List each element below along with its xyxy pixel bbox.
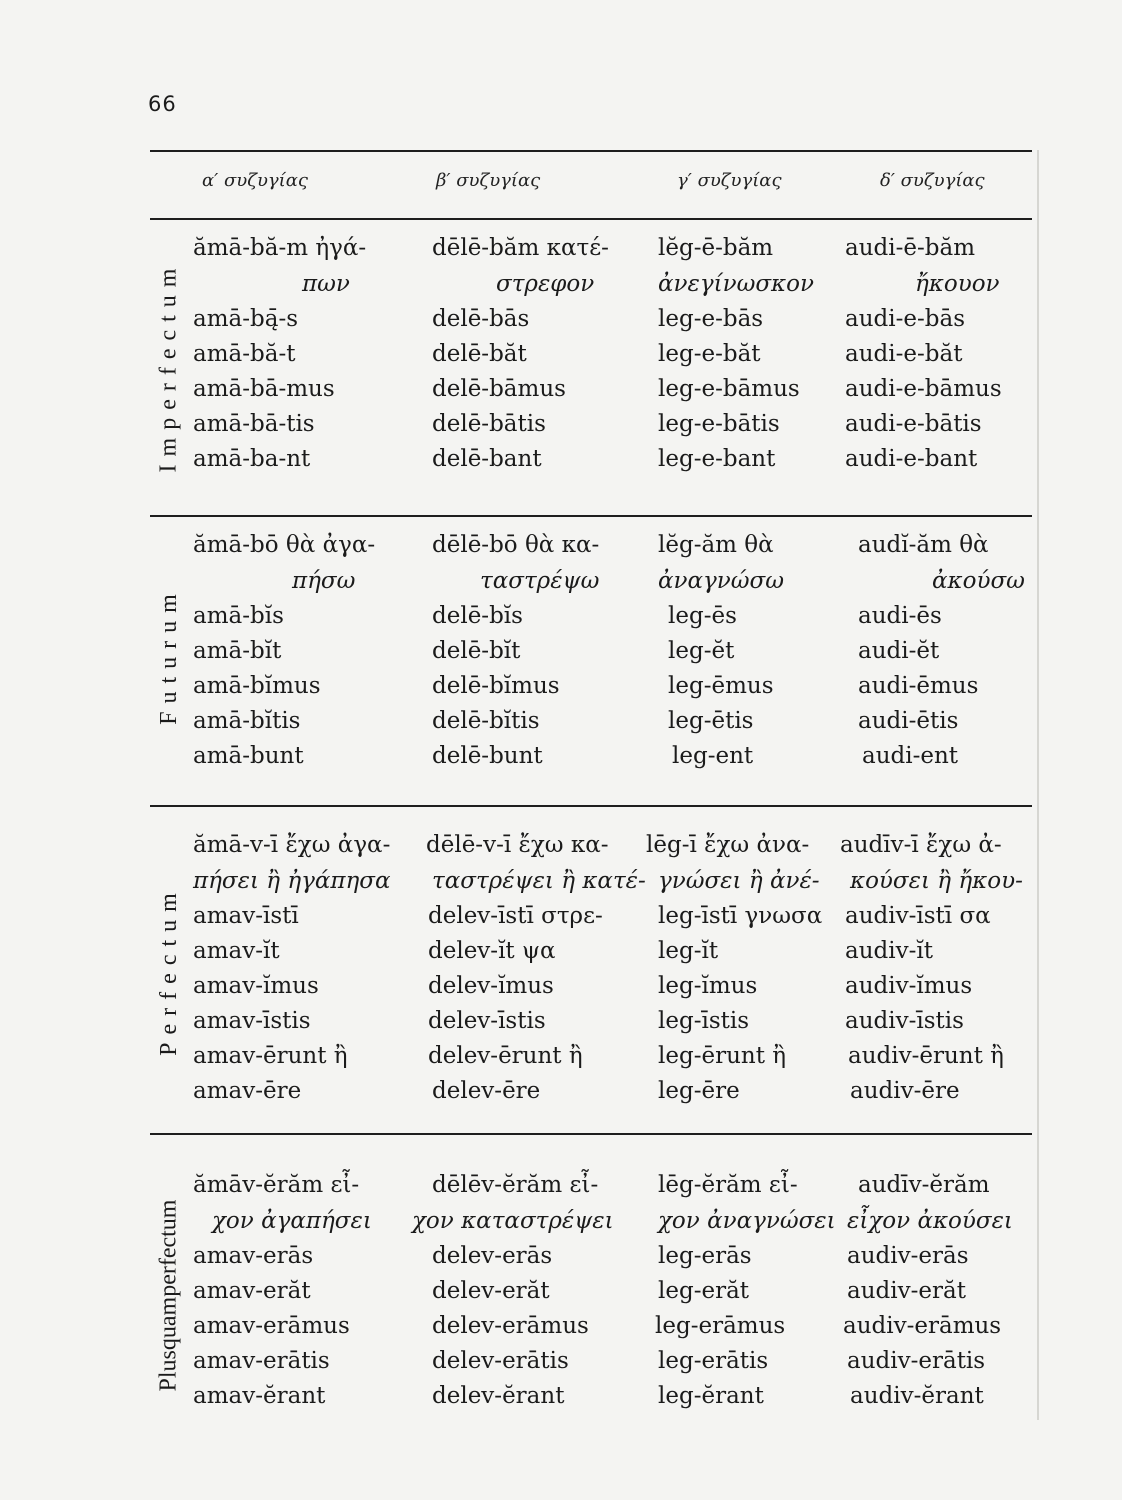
cell: audiv-ērunt ἢ <box>848 1043 1004 1069</box>
cell: lēg-ī ἔχω ἀνα- <box>646 832 810 858</box>
cell: audiv-erātis <box>847 1348 986 1374</box>
cell: audiv-ĕrant <box>850 1383 984 1409</box>
cell: audi-ēs <box>858 603 942 629</box>
cell: amav-īstī <box>193 903 299 929</box>
cell: audi-ētis <box>858 708 959 734</box>
cell: πήσω <box>292 568 356 594</box>
cell: leg-e-bātis <box>658 411 780 437</box>
cell: leg-erās <box>658 1243 752 1269</box>
cell: χον ἀναγνώσει <box>658 1208 836 1234</box>
cell: ἤκουον <box>915 271 1000 297</box>
page-number: 66 <box>148 92 177 116</box>
cell: audi-ē-băm <box>845 235 976 261</box>
cell: ămāv-ĕrăm εἶ- <box>193 1172 360 1198</box>
cell: delev-ĭt ψα <box>428 938 556 964</box>
cell: lĕg-ăm θὰ <box>658 532 774 558</box>
header-fourth-conjugation: δ′ συζυγίας <box>880 170 985 191</box>
cell: audi-e-bātis <box>845 411 982 437</box>
cell: ἀκούσω <box>932 568 1025 594</box>
cell: audi-e-bās <box>845 306 965 332</box>
cell: amav-erăt <box>193 1278 311 1304</box>
header-second-conjugation: β′ συζυγίας <box>436 170 541 191</box>
cell: delē-bĭs <box>432 603 523 629</box>
cell: delev-ĕrant <box>432 1383 565 1409</box>
cell: leg-erăt <box>658 1278 750 1304</box>
cell: leg-īstis <box>658 1008 750 1034</box>
cell: amā-bą̄-s <box>193 306 299 332</box>
cell: εἶχον ἀκούσει <box>847 1208 1013 1234</box>
cell: amā-ba-nt <box>193 446 311 472</box>
cell: leg-ĭt <box>658 938 719 964</box>
cell: leg-īstī γνωσα <box>658 903 823 929</box>
cell: amav-erāmus <box>193 1313 350 1339</box>
section-label-futurum: Futurum <box>155 586 182 725</box>
section-divider <box>150 515 1032 517</box>
cell: amav-erās <box>193 1243 314 1269</box>
cell: leg-ent <box>672 743 754 769</box>
cell: amā-bă-t <box>193 341 296 367</box>
cell: audīv-ī ἔχω ἀ- <box>840 832 1002 858</box>
section-divider <box>150 1133 1032 1135</box>
cell: dēlēv-ĕrăm εἶ- <box>432 1172 599 1198</box>
cell: leg-ēs <box>668 603 737 629</box>
cell: χον καταστρέψει <box>412 1208 614 1234</box>
cell: leg-ĕrant <box>658 1383 764 1409</box>
cell: delev-erātis <box>432 1348 569 1374</box>
cell: audiv-erās <box>847 1243 969 1269</box>
cell: delē-bĭmus <box>432 673 560 699</box>
cell: dēlē-băm κατέ- <box>432 235 609 261</box>
cell: delev-īstis <box>428 1008 546 1034</box>
cell: amā-bĭt <box>193 638 282 664</box>
page-edge-shadow <box>1037 150 1039 1420</box>
cell: delē-bĭt <box>432 638 521 664</box>
cell: στρεφον <box>496 271 595 297</box>
cell: πήσει ἢ ἠγάπησα <box>193 868 391 894</box>
cell: delē-bātis <box>432 411 546 437</box>
cell: γνώσει ἢ ἀνέ- <box>658 868 820 894</box>
section-futurum <box>150 528 1032 783</box>
cell: ταστρέψει ἢ κατέ- <box>432 868 646 894</box>
cell: audi-e-bāmus <box>845 376 1002 402</box>
section-divider <box>150 805 1032 807</box>
conjugation-header-row <box>150 170 1032 200</box>
cell: lēg-ĕrăm εἶ- <box>658 1172 798 1198</box>
cell: delev-erăt <box>432 1278 550 1304</box>
cell: audi-e-bant <box>845 446 978 472</box>
cell: amav-ĭmus <box>193 973 319 999</box>
cell: lĕg-ē-băm <box>658 235 774 261</box>
cell: delev-ērunt ἢ <box>428 1043 583 1069</box>
cell: delē-bĭtis <box>432 708 540 734</box>
cell: delev-erās <box>432 1243 553 1269</box>
cell: audiv-erăt <box>847 1278 966 1304</box>
cell: audiv-erāmus <box>843 1313 1002 1339</box>
section-label-imperfectum: Imperfectum <box>155 260 182 472</box>
cell: amā-bunt <box>193 743 304 769</box>
cell: leg-erātis <box>658 1348 769 1374</box>
cell: leg-e-bās <box>658 306 764 332</box>
cell: leg-e-băt <box>658 341 761 367</box>
cell: ταστρέψω <box>480 568 600 594</box>
cell: dēlē-bō θὰ κα- <box>432 532 600 558</box>
section-imperfectum <box>150 231 1032 501</box>
cell: leg-ēmus <box>668 673 774 699</box>
cell: audi-ēmus <box>858 673 979 699</box>
cell: amā-bā-mus <box>193 376 335 402</box>
cell: ἀναγνώσω <box>658 568 784 594</box>
cell: audiv-ĭt <box>845 938 933 964</box>
cell: amav-ĕrant <box>193 1383 326 1409</box>
cell: amā-bĭmus <box>193 673 321 699</box>
cell: audiv-īstī σα <box>845 903 991 929</box>
cell: delē-băt <box>432 341 527 367</box>
cell: amā-bĭtis <box>193 708 301 734</box>
cell: dēlē-v-ī ἔχω κα- <box>426 832 609 858</box>
cell: delev-ēre <box>432 1078 541 1104</box>
cell: leg-e-bant <box>658 446 776 472</box>
cell: amā-bĭs <box>193 603 284 629</box>
section-label-plusquamperfectum: Plusquamperfectum <box>155 1199 182 1392</box>
header-third-conjugation: γ′ συζυγίας <box>677 170 782 191</box>
cell: amā-bā-tis <box>193 411 315 437</box>
cell: audi-ĕt <box>858 638 940 664</box>
cell: leg-e-bāmus <box>658 376 800 402</box>
cell: πων <box>302 271 350 297</box>
cell: audĭ-ăm θὰ <box>858 532 989 558</box>
cell: delev-erāmus <box>432 1313 589 1339</box>
cell: ἀνεγίνωσκον <box>658 271 814 297</box>
header-bottom-rule <box>150 218 1032 220</box>
cell: audiv-īstis <box>845 1008 964 1034</box>
cell: amav-īstis <box>193 1008 311 1034</box>
cell: audi-e-băt <box>845 341 963 367</box>
cell: delē-bant <box>432 446 542 472</box>
cell: leg-ētis <box>668 708 754 734</box>
cell: ămā-v-ī ἔχω ἀγα- <box>193 832 391 858</box>
cell: amav-erātis <box>193 1348 330 1374</box>
cell: amav-ĭt <box>193 938 280 964</box>
cell: leg-ēre <box>658 1078 740 1104</box>
cell: delē-bāmus <box>432 376 566 402</box>
cell: delev-īstī στρε- <box>428 903 603 929</box>
section-perfectum <box>150 828 1032 1113</box>
cell: leg-erāmus <box>655 1313 786 1339</box>
header-first-conjugation: α′ συζυγίας <box>202 170 308 191</box>
cell: delē-bunt <box>432 743 543 769</box>
section-label-perfectum: Perfectum <box>155 885 182 1056</box>
cell: audi-ent <box>862 743 959 769</box>
cell: delē-bās <box>432 306 530 332</box>
cell: χον ἀγαπήσει <box>212 1208 372 1234</box>
cell: delev-ĭmus <box>428 973 554 999</box>
section-plusquamperfectum <box>150 1168 1032 1423</box>
cell: amav-ēre <box>193 1078 302 1104</box>
table-top-rule <box>150 150 1032 152</box>
cell: leg-ērunt ἢ <box>658 1043 787 1069</box>
cell: ămā-bō θὰ ἀγα- <box>193 532 376 558</box>
cell: audiv-ēre <box>850 1078 960 1104</box>
cell: audiv-ĭmus <box>845 973 973 999</box>
cell: audīv-ĕrăm <box>858 1172 990 1198</box>
cell: leg-ĕt <box>668 638 735 664</box>
cell: κούσει ἢ ἤκου- <box>850 868 1023 894</box>
cell: leg-ĭmus <box>658 973 758 999</box>
cell: ămā-bă-m ἠγά- <box>193 235 367 261</box>
cell: amav-ērunt ἢ <box>193 1043 348 1069</box>
